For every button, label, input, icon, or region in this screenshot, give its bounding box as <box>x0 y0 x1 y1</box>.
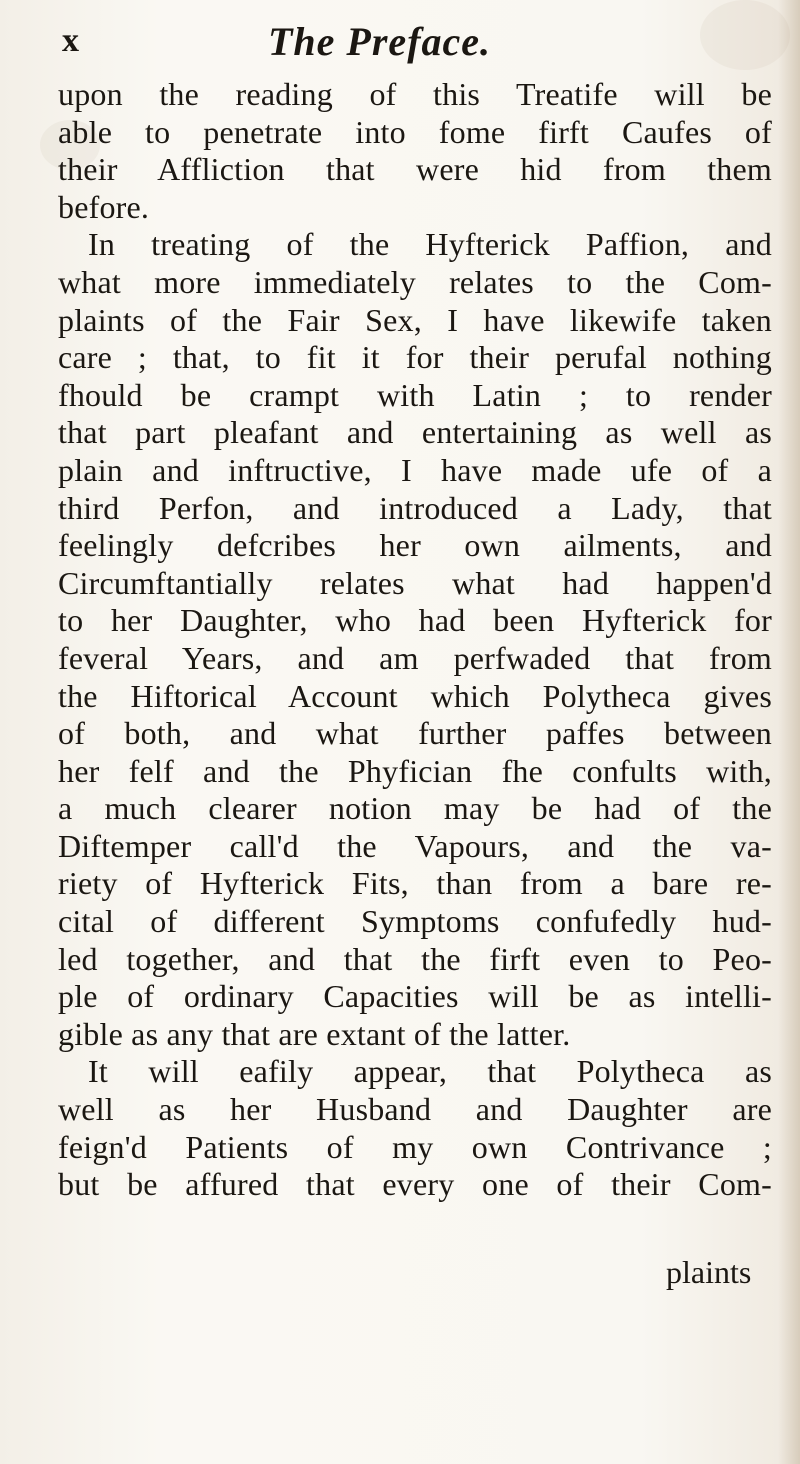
text-line: plaints of the Fair Sex, I have likewife taken <box>58 301 772 338</box>
running-title: The Preface. <box>268 19 492 64</box>
text-line: third Perfon, and introduced a Lady, that <box>58 489 772 526</box>
paragraph-start-line: In treating of the Hyfterick Paffion, and <box>88 226 772 263</box>
body-text <box>58 76 772 1204</box>
text-line: Diftemper call'd the Vapours, and the va- <box>58 827 772 864</box>
text-line: well as her Husband and Daughter are <box>58 1091 772 1128</box>
text-line: but be affured that every one of their Com- <box>58 1166 772 1203</box>
paper-stain <box>700 0 790 70</box>
text-line: feveral Years, and am perfwaded that from <box>58 639 772 676</box>
text-line: their Affliction that were hid from them <box>58 151 772 188</box>
page-header <box>62 14 712 76</box>
paragraph-start-line: It will eafily appear, that Polytheca as <box>88 1053 772 1090</box>
page-number: x <box>62 22 80 59</box>
catchword: plaints <box>666 1254 752 1290</box>
text-line: led together, and that the firft even to Peo- <box>58 940 772 977</box>
text-line: a much clearer notion may be had of the <box>58 790 772 827</box>
text-line: what more immediately relates to the Com- <box>58 263 772 300</box>
page-edge-shadow <box>778 0 800 1464</box>
text-line: feign'd Patients of my own Contrivance ; <box>58 1128 772 1165</box>
text-line: before. <box>58 188 150 225</box>
text-line: fhould be crampt with Latin ; to render <box>58 376 772 413</box>
text-line: Circumftantially relates what had happen'd <box>58 564 772 601</box>
text-line: riety of Hyfterick Fits, than from a bare re- <box>58 865 772 902</box>
text-line: gible as any that are extant of the latter. <box>58 1015 571 1052</box>
text-line: plain and inftructive, I have made ufe of a <box>58 451 772 488</box>
text-line: that part pleafant and entertaining as well as <box>58 414 772 451</box>
text-line: ple of ordinary Capacities will be as intelli- <box>58 978 772 1015</box>
text-line: care ; that, to fit it for their perufal nothing <box>58 339 772 376</box>
text-line: of both, and what further paffes between <box>58 715 772 752</box>
text-line: cital of different Symptoms confufedly hud- <box>58 903 772 940</box>
text-line: able to penetrate into fome firft Caufes of <box>58 113 772 150</box>
text-line: to her Daughter, who had been Hyfterick for <box>58 602 772 639</box>
text-line: the Hiftorical Account which Polytheca gives <box>58 677 772 714</box>
text-line: feelingly defcribes her own ailments, and <box>58 527 772 564</box>
text-line: upon the reading of this Treatife will be <box>58 76 772 112</box>
text-line: her felf and the Phyfician fhe confults with, <box>58 752 772 789</box>
